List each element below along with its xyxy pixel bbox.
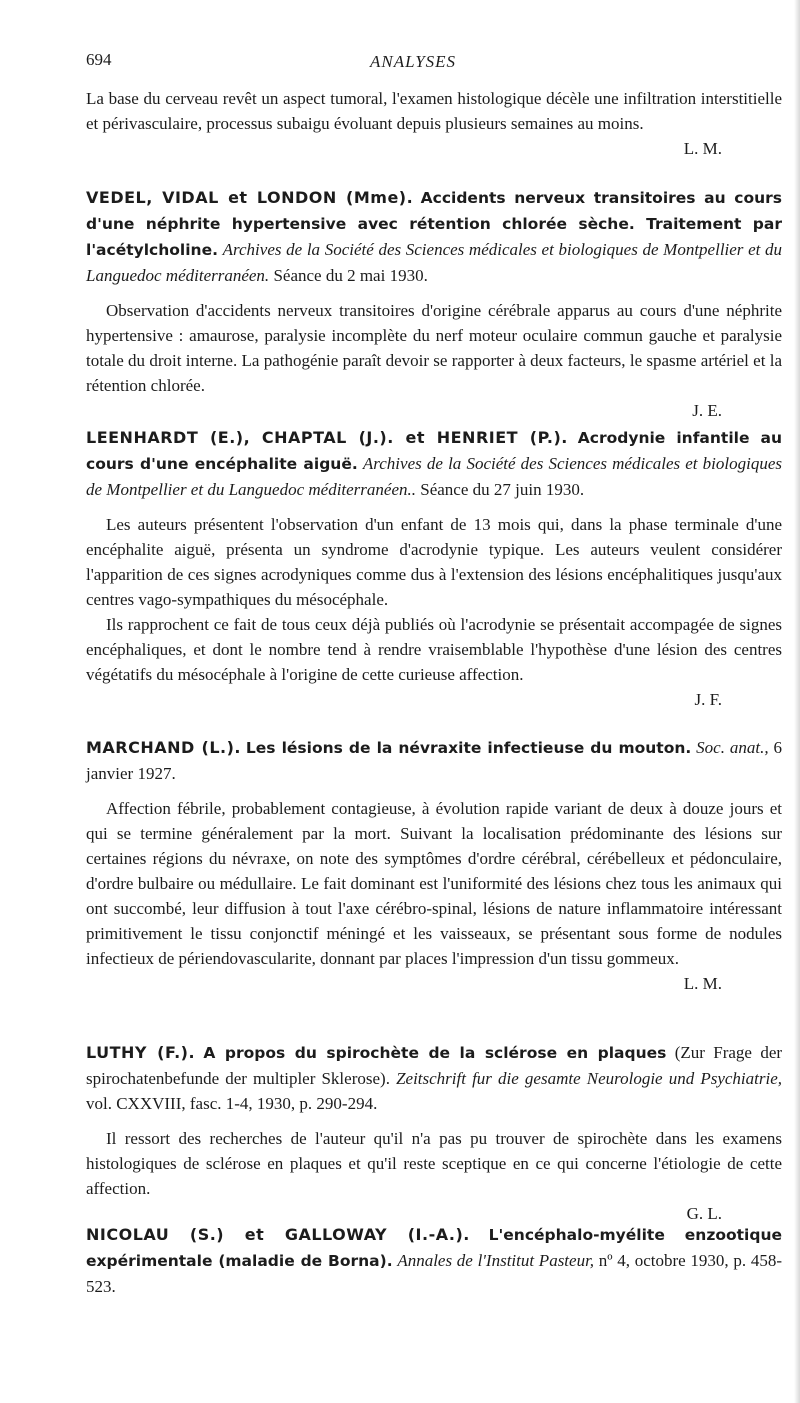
- page-header: [86, 50, 740, 72]
- entry-paragraph: Ils rapprochent ce fait de tous ceux déjà publiés où l'acrodynie se présentait accompagée de signes encéphaliques, et dont le nombre tend à rendre vraisemblable l'hypothèse d'une lésion des centres végétatifs du mésocéphale à l'origine de cette curieuse affection.: [86, 615, 782, 684]
- entry-paragraph: Observation d'accidents nerveux transitoires d'origine cérébrale apparus au cours d'une néphrite hypertensive : amaurose, paralysie incomplète du nerf moteur oculaire commun gauche et paralysie totale du droit interne. La pathogénie paraît devoir se rapporter à deux facteurs, le spasme artériel et la rétention chlorée.: [86, 301, 782, 395]
- running-title: ANALYSES: [369, 52, 457, 71]
- entry-signature: J. E.: [692, 401, 722, 420]
- entry-reference: [86, 735, 782, 786]
- entry-signature: J. F.: [694, 690, 722, 709]
- entry-paragraph: Affection fébrile, probablement contagieuse, à évolution rapide variant de deux à douze jours et qui se termine généralement par la mort. Suivant la localisation prédominante des lésions sur certaines régions du névraxe, on note des symptômes d'ordre cérébral, cérébelleux et pédonculaire, d'ordre bulbaire ou médullaire. Le fait dominant est l'uniformité des lésions chez tous les animaux qui ont succombé, leur diffusion à tout l'axe cérébro-spinal, lésions de nature inflammatoire intéressant primitivement le tissu conjonctif méningé et les vaisseaux, se présentant sous forme de nodules infectieux de périendovascularite, donnant par places l'impression d'un tissu gommeux.: [86, 799, 782, 968]
- entry-reference: [86, 425, 782, 502]
- entry-signature: L. M.: [683, 139, 722, 158]
- entry-journal-pre: (Zur Frage der spirochatenbefunde der multipler Sklerose).: [86, 1043, 783, 1088]
- entry-details: 6 janvier 1927.: [86, 738, 782, 783]
- entry-journal: Soc. anat.,: [696, 738, 769, 757]
- entry-journal: Archives de la Société des Sciences médicales et biologiques de Montpellier et du Languedoc méditerranéen.: [86, 240, 782, 285]
- entry-authors: NICOLAU (S.) et GALLOWAY (I.-A.).: [86, 1225, 470, 1244]
- page-number: 694: [86, 50, 112, 69]
- entry-details: Séance du 2 mai 1930.: [273, 266, 428, 285]
- entry-authors: MARCHAND (L.).: [86, 738, 242, 757]
- entry-title: Acrodynie infantile au cours d'une encéphalite aiguë.: [86, 429, 783, 473]
- entry-details: vol. CXXVIII, fasc. 1-4, 1930, p. 290-294.: [86, 1094, 378, 1113]
- entry-marchand: [86, 735, 782, 996]
- entry-leenhardt: [86, 425, 782, 712]
- entry-signature: G. L.: [686, 1204, 722, 1223]
- entry-signature: L. M.: [683, 974, 722, 993]
- entry-authors: LUTHY (F.).: [86, 1043, 196, 1062]
- entry-journal: Annales de l'Institut Pasteur,: [397, 1251, 595, 1270]
- entry-details: nº 4, octobre 1930, p. 458-523.: [86, 1251, 782, 1296]
- entry-paragraph: La base du cerveau revêt un aspect tumoral, l'examen histologique décèle une infiltration interstitielle et périvasculaire, processus subaigu évoluant depuis plusieurs semaines au moins.: [86, 89, 782, 133]
- entry-authors: LEENHARDT (E.), CHAPTAL (J.). et HENRIET (P.).: [86, 428, 568, 447]
- entry-reference: [86, 185, 782, 288]
- entry-title: Les lésions de la névraxite infectieuse du mouton.: [245, 739, 692, 757]
- page-edge-shadow: [794, 0, 800, 1403]
- entry-details: Séance du 27 juin 1930.: [420, 480, 585, 499]
- entry-nicolau: [86, 1222, 782, 1309]
- entry-authors: VEDEL, VIDAL et LONDON (Mme).: [86, 188, 414, 207]
- entry-paragraph: Les auteurs présentent l'observation d'un enfant de 13 mois qui, dans la phase terminale d'une encéphalite aiguë, présenta un syndrome d'acrodynie typique. Les auteurs veulent considérer l'apparition de ces signes acrodyniques comme dus à l'extension des lésions encéphalitiques jusqu'aux centres vago-sympathiques du mésocéphale.: [86, 515, 782, 609]
- entry-reference: [86, 1222, 782, 1299]
- entry-journal: Zeitschrift fur die gesamte Neurologie und Psychiatrie,: [396, 1069, 783, 1088]
- entry-title: A propos du spirochète de la sclérose en plaques: [203, 1044, 667, 1062]
- entry-vedel: [86, 185, 782, 423]
- entry-luthy: [86, 1040, 782, 1226]
- entry-title: Accidents nerveux transitoires au cours d'une néphrite hypertensive avec rétention chlorée sèche. Traitement par l'acétylcholine.: [86, 189, 782, 259]
- entry-reference: [86, 1040, 782, 1116]
- entry-intro: [86, 86, 782, 161]
- entry-paragraph: Il ressort des recherches de l'auteur qu'il n'a pas pu trouver de spirochète dans les examens histologiques de sclérose en plaques et qu'il reste sceptique en ce qui concerne l'étiologie de cette affection.: [86, 1129, 782, 1198]
- entry-title: L'encéphalo-myélite enzootique expérimentale (maladie de Borna).: [86, 1226, 783, 1270]
- entry-journal: Archives de la Société des Sciences médicales et biologiques de Montpellier et du Languedoc méditerranéen..: [86, 454, 783, 499]
